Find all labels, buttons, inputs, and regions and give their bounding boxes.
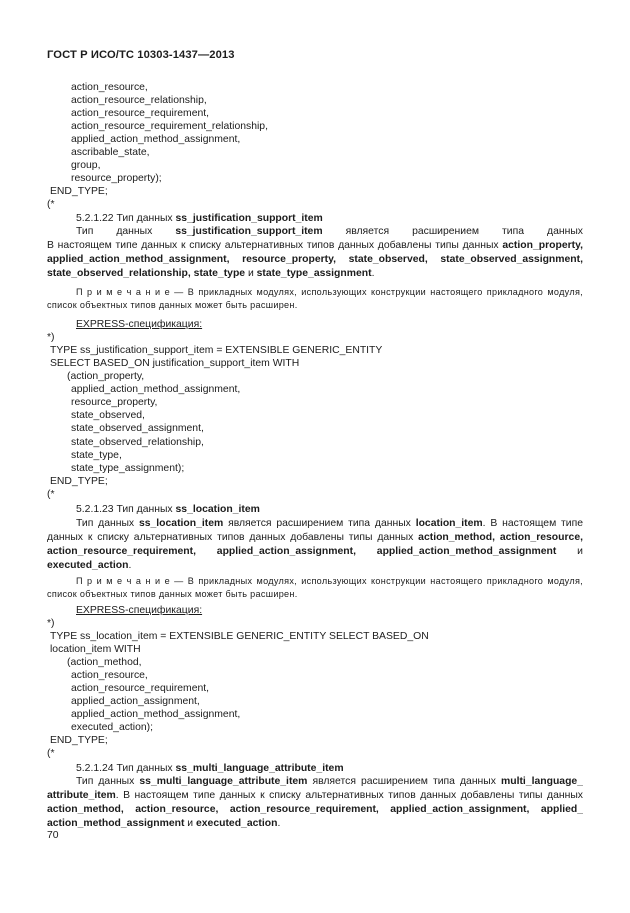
comment-open: (* bbox=[47, 199, 55, 210]
express-spec-label: EXPRESS-спецификация: bbox=[76, 605, 203, 616]
note-continuation: список объектных типов данных может быть расширен. bbox=[47, 300, 298, 310]
paragraph-line: attribute_item. В настоящем типе данных к списку альтернативных типов данных добавлены типы данных bbox=[47, 790, 583, 801]
code-line: applied_action_method_assignment, bbox=[71, 134, 241, 145]
code-line: state_type_assignment); bbox=[71, 463, 185, 474]
code-line: state_observed, bbox=[71, 410, 145, 421]
paragraph-line: Тип данных ss_multi_language_attribute_item является расширением типа данных multi_language_ bbox=[76, 776, 583, 787]
code-line: SELECT BASED_ON justification_support_item WITH bbox=[50, 358, 300, 369]
code-line: TYPE ss_location_item = EXTENSIBLE GENERIC_ENTITY SELECT BASED_ON bbox=[50, 631, 429, 642]
paragraph-line: applied_action_method_assignment, resource_property, state_observed, state_observed_assignment, bbox=[47, 254, 583, 265]
paragraph-line: action_resource_requirement, applied_action_assignment, applied_action_method_assignment и bbox=[47, 546, 583, 557]
comment-close: *) bbox=[47, 618, 55, 629]
page-number: 70 bbox=[47, 830, 59, 841]
code-line: action_resource_relationship, bbox=[71, 95, 207, 106]
code-line: applied_action_method_assignment, bbox=[71, 384, 241, 395]
code-line: applied_action_assignment, bbox=[71, 696, 200, 707]
code-line: state_observed_relationship, bbox=[71, 437, 204, 448]
code-line: applied_action_method_assignment, bbox=[71, 709, 241, 720]
code-line: action_resource_requirement, bbox=[71, 683, 210, 694]
document-header: ГОСТ Р ИСО/ТС 10303-1437—2013 bbox=[47, 49, 235, 61]
code-line: group, bbox=[71, 160, 101, 171]
paragraph-line: данных к списку альтернативных типов данных добавлены типы данных action_method, action_resource, bbox=[47, 532, 583, 543]
note-continuation: список объектных типов данных может быть расширен. bbox=[47, 589, 298, 599]
code-end-type: END_TYPE; bbox=[50, 735, 108, 746]
paragraph-line: action_method, action_resource, action_resource_requirement, applied_action_assignment, applied_ bbox=[47, 804, 583, 815]
code-line: action_resource_requirement, bbox=[71, 108, 210, 119]
paragraph-line: executed_action. bbox=[47, 560, 132, 571]
note: П р и м е ч а н и е — В прикладных модулях, использующих конструкции настоящего прикладного модуля, bbox=[76, 576, 583, 586]
code-line: location_item WITH bbox=[50, 644, 141, 655]
code-line: ascribable_state, bbox=[71, 147, 150, 158]
express-spec-label: EXPRESS-спецификация: bbox=[76, 319, 203, 330]
comment-close: *) bbox=[47, 332, 55, 343]
code-line: state_type, bbox=[71, 450, 122, 461]
paragraph-line: Тип данных ss_location_item является расширением типа данных location_item. В настоящем типе bbox=[76, 518, 583, 529]
note: П р и м е ч а н и е — В прикладных модулях, использующих конструкции настоящего прикладного модуля, bbox=[76, 287, 583, 297]
section-heading: 5.2.1.23 Тип данных ss_location_item bbox=[76, 504, 260, 515]
section-heading: 5.2.1.22 Тип данных ss_justification_support_item bbox=[76, 213, 323, 224]
paragraph-line: action_method_assignment и executed_action. bbox=[47, 818, 281, 829]
code-end-type: END_TYPE; bbox=[50, 476, 108, 487]
code-line: resource_property); bbox=[71, 173, 162, 184]
code-line: (action_method, bbox=[67, 657, 142, 668]
code-end-type: END_TYPE; bbox=[50, 186, 108, 197]
code-line: resource_property, bbox=[71, 397, 158, 408]
paragraph-line: state_observed_relationship, state_type и state_type_assignment. bbox=[47, 268, 375, 279]
comment-open: (* bbox=[47, 489, 55, 500]
code-line: TYPE ss_justification_support_item = EXTENSIBLE GENERIC_ENTITY bbox=[50, 345, 383, 356]
code-line: (action_property, bbox=[67, 371, 145, 382]
section-heading: 5.2.1.24 Тип данных ss_multi_language_attribute_item bbox=[76, 763, 344, 774]
code-line: action_resource, bbox=[71, 82, 148, 93]
paragraph-line: Тип данных ss_justification_support_item является расширением типа данных bbox=[76, 226, 583, 237]
code-line: state_observed_assignment, bbox=[71, 423, 204, 434]
comment-open: (* bbox=[47, 748, 55, 759]
code-line: executed_action); bbox=[71, 722, 154, 733]
code-line: action_resource, bbox=[71, 670, 148, 681]
paragraph-line: В настоящем типе данных к списку альтернативных типов данных добавлены типы данных action_property, bbox=[47, 240, 583, 251]
code-line: action_resource_requirement_relationship, bbox=[71, 121, 268, 132]
